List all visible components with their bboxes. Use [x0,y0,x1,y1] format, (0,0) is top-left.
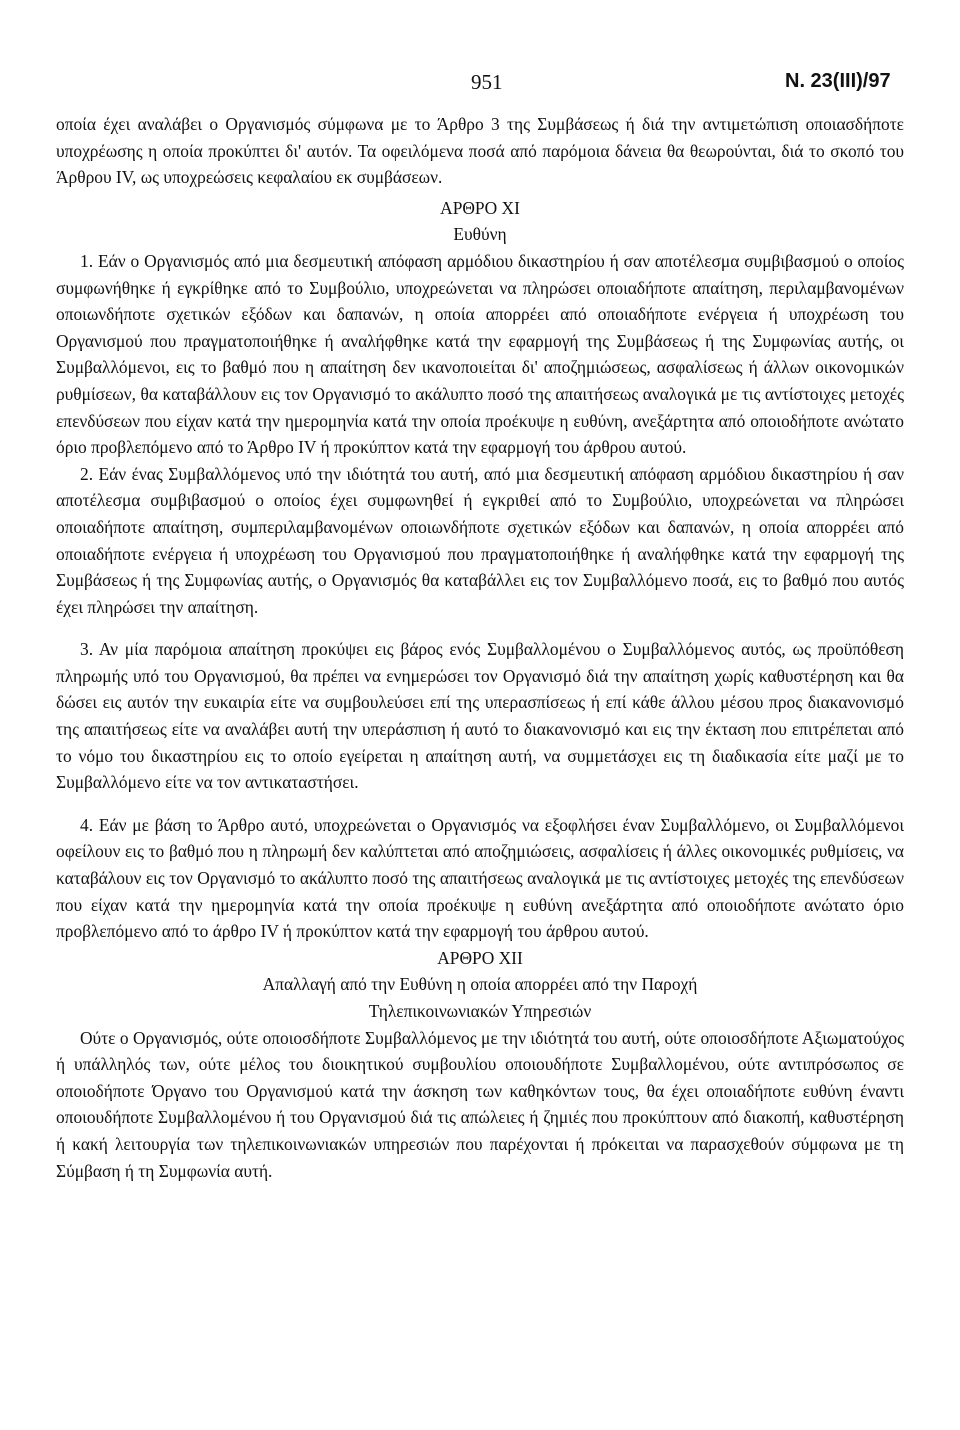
article-12-title-line-2: Τηλεπικοινωνιακών Υπηρεσιών [368,1001,592,1021]
article-12-heading: ΑΡΘΡΟ XII [437,947,523,968]
article-11-heading: ΑΡΘΡΟ XI [440,197,520,218]
law-reference: N. 23(III)/97 [785,70,891,92]
article-11-paragraph-4: 4. Εάν με βάση το Άρθρο αυτό, υποχρεώνεται ο Οργανισμός να εξοφλήσει έναν Συμβαλλόμενο, οι Συμβαλλόμενοι οφείλουν εις το βαθμό που η πληρωμή δεν καλύπτεται από αποζημιώσεις, ασφαλίσεις ή άλλες οικονομικές ρυθμίσεις, να καταβάλουν εις τον Οργανισμό το ακάλυπτο ποσό της απαιτήσεως αναλογικά με τις αντίστοιχες μετοχές της επενδύσεων που είχαν κατά την ημερομηνία κατά την οποία προέκυψε η ευθύνη ανεξάρτητα από οποιοδήποτε ανώτατο όριο προβλεπόμενο από το άρθρο IV ή προκύπτον κατά την εφαρμογή του άρθρου αυτού. [56,814,904,942]
page-header [0,70,960,100]
article-12-paragraph: Ούτε ο Οργανισμός, ούτε οποιοσδήποτε Συμβαλλόμενος με την ιδιότητά του αυτή, ούτε οποιοσδήποτε Αξιωματούχος ή υπάλληλός των, ούτε μέλος του διοικητικού συμβουλίου οποιουδήποτε Συμβαλλομένου, ούτε αντιπρόσωπος σε οποιοδήποτε Όργανο του Οργανισμού κατά την άσκηση των καθηκόντων τους, θα έχει οποιαδήποτε ευθύνη έναντι οποιουδήποτε Συμβαλλομένου ή του Οργανισμού διά τις απώλειες ή ζημιές που προκύπτουν από διακοπή, καθυστέρηση ή κακή λειτουργία των τηλεπικοινωνιακών υπηρεσιών που παρέχονται ή πρόκειται να παρασχεθούν σύμφωνα με τη Σύμβαση ή τη Συμφωνία αυτή. [56,1027,904,1181]
article-12-title-line-1: Απαλλαγή από την Ευθύνη η οποία απορρέει από την Παροχή [262,974,698,995]
page-number: 951 [471,70,503,94]
article-11-title: Ευθύνη [453,224,507,245]
document-body [56,111,904,1184]
intro-paragraph: οποία έχει αναλάβει ο Οργανισμός σύμφωνα με το Άρθρο 3 της Συμβάσεως ή διά την αντιμετώπιση οποιασδήποτε υποχρέωσης η οποία προκύπτει δι' αυτόν. Τα οφειλόμενα ποσά από παρόμοια δάνεια θα θεωρούνται, διά το σκοπό του Άρθρου IV, ως υποχρεώσεις κεφαλαίου εκ συμβάσεων. [56,114,904,188]
article-11-paragraph-3: 3. Αν μία παρόμοια απαίτηση προκύψει εις βάρος ενός Συμβαλλομένου ο Συμβαλλόμενος αυτός, ως προϋπόθεση πληρωμής υπό του Οργανισμού, θα πρέπει να ενημερώσει τον Οργανισμό διά την απαίτηση χωρίς καθυστέρηση και θα δώσει εις αυτόν την ευκαιρία είτε να συμβουλεύσει επί της υπερασπίσεως ή επί κάθε άλλου μέσου προς διακανονισμό της απαιτήσεως είτε να αναλάβει αυτή την υπεράσπιση ή αυτό το διακανονισμό και εις την έκταση που επιτρέπεται από το νόμο του δικαστηρίου εις το οποίο εγείρεται η απαίτηση αυτή, να συμμετάσχει εις τη διαδικασία είτε μαζί με το Συμβαλλόμενο είτε να τον αντικαταστήσει. [56,639,904,793]
article-11-paragraph-1: 1. Εάν ο Οργανισμός από μια δεσμευτική απόφαση αρμόδιου δικαστηρίου ή σαν αποτέλεσμα συμβιβασμού ο οποίος συμφωνήθηκε ή εγκρίθηκε από το Συμβούλιο, υποχρεώνεται να πληρώσει οποιαδήποτε απαίτηση, περιλαμβανομένων οποιωνδήποτε σχετικών εξόδων και δαπανών, η οποία απορρέει από οποιαδήποτε ενέργεια ή υποχρέωση του Οργανισμού που πραγματοποιήθηκε ή αναλήφθηκε κατά την εφαρμογή της Συμβάσεως ή της Συμφωνίας αυτής, οι Συμβαλλόμενοι, εις το βαθμό που η απαίτηση δεν ικανοποιείται δι' αποζημιώσεως, ασφαλίσεως ή άλλων οικονομικών ρυθμίσεων, θα καταβάλλουν εις τον Οργανισμό το ακάλυπτο ποσό της απαιτήσεως αναλογικά με τις αντίστοιχες μετοχές επενδύσεων που είχαν κατά την ημερομηνία κατά την οποία προέκυψε η ευθύνη, ανεξάρτητα από οποιοδήποτε ανώτατο όριο προβλεπόμενο από το Άρθρο IV ή προκύπτον κατά την εφαρμογή του άρθρου αυτού. [56,250,904,458]
article-11-paragraph-2: 2. Εάν ένας Συμβαλλόμενος υπό την ιδιότητά του αυτή, από μια δεσμευτική απόφαση αρμόδιου δικαστηρίου ή σαν αποτέλεσμα συμβιβασμού ο οποίος έχει συμφωνηθεί ή εγκριθεί από το Συμβούλιο, υποχρεώνεται να πληρώσει οποιαδήποτε απαίτηση, συμπεριλαμβανομένων οποιωνδήποτε σχετικών εξόδων και δαπανών, η οποία απορρέει από οποιαδήποτε ενέργεια ή υποχρέωση του Οργανισμού που πραγματοποιήθηκε ή αναλήφθηκε κατά την εφαρμογή της Συμβάσεως ή της Συμφωνίας αυτής, ο Οργανισμός θα καταβάλλει εις τον Συμβαλλόμενο ποσά, εις το βαθμό που αυτός έχει πληρώσει την απαίτηση. [56,463,904,617]
